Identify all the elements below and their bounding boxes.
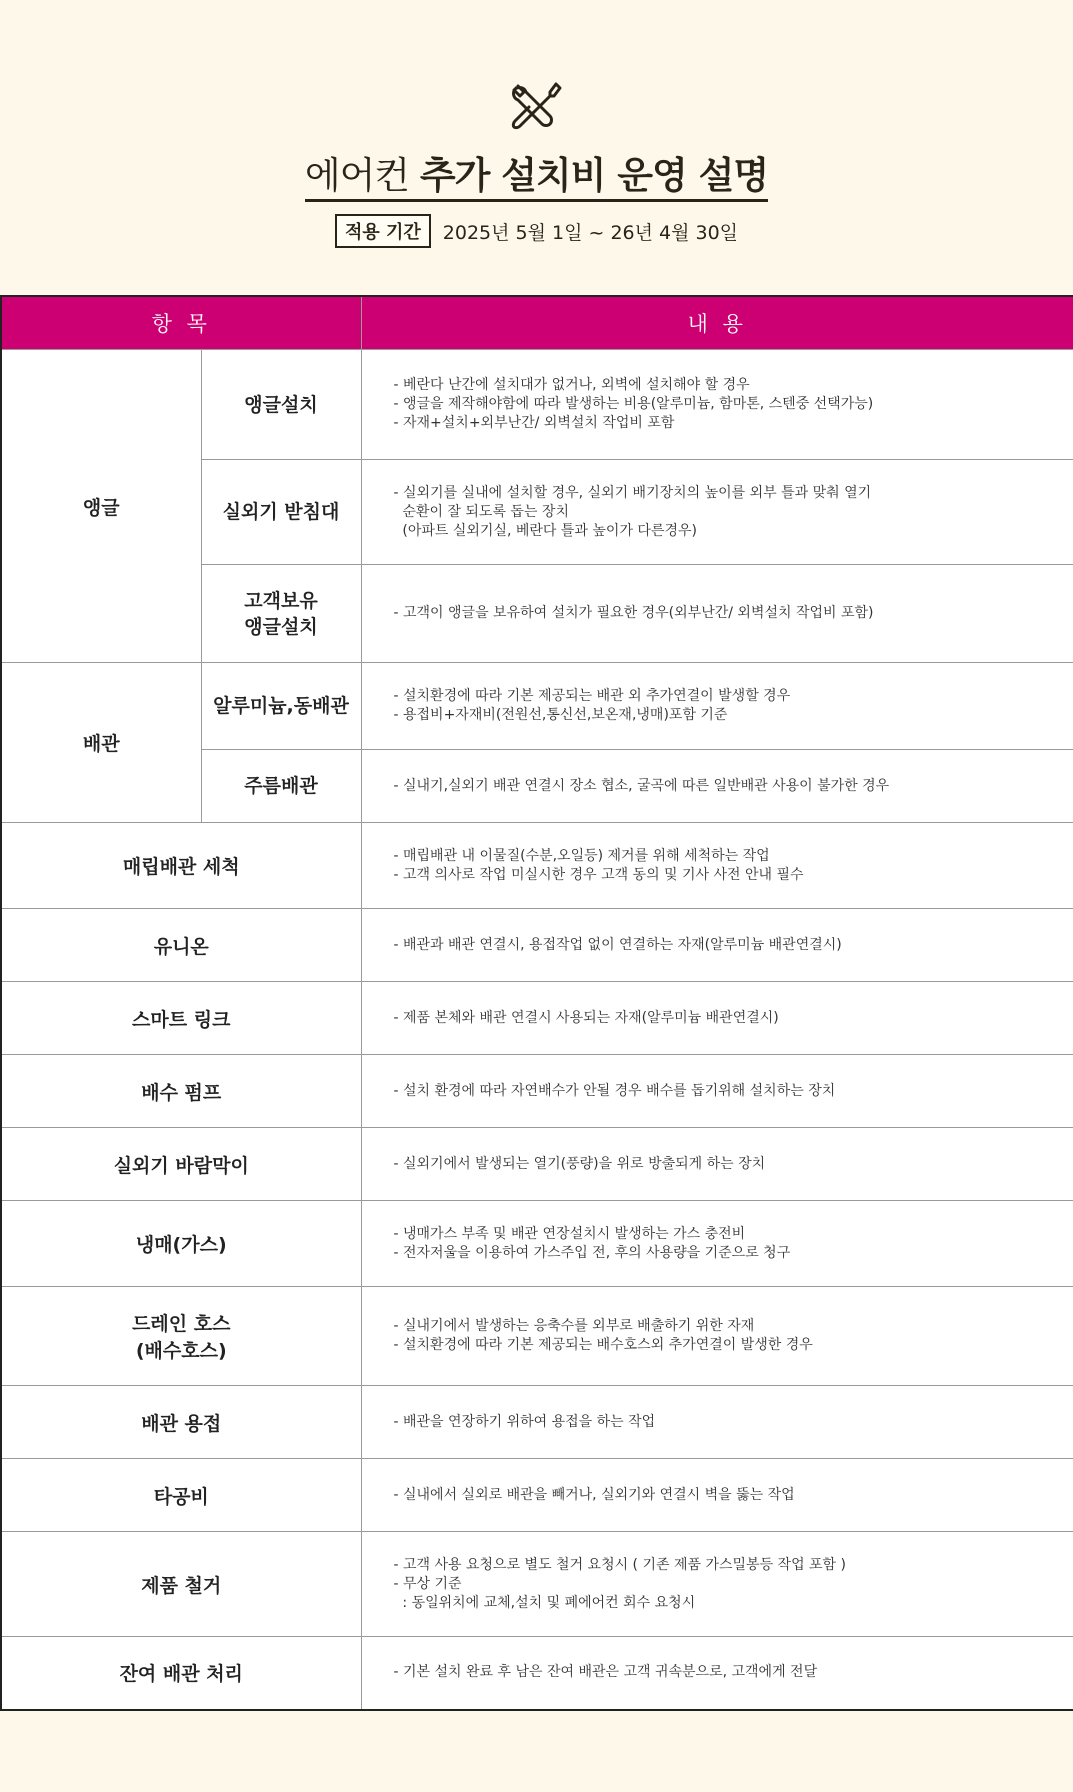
table-row [1,1459,1073,1532]
page-header [0,0,1073,295]
table-row [1,1532,1073,1637]
item-label: 실외기 받침대 [201,460,361,565]
description-line: - 설치환경에 따라 기본 제공되는 배관 외 추가연결이 발생할 경우 [393,688,791,704]
description-line: - 용접비+자재비(전원선,통신선,보온재,냉매)포함 기준 [393,707,728,723]
item-label: 타공비 [1,1459,361,1532]
item-label: 주름배관 [201,750,361,823]
item-description [361,750,1073,823]
period-row [0,214,1073,248]
description-line: - 실외기에서 발생되는 열기(풍량)을 위로 방출되게 하는 장치 [393,1155,766,1172]
table-row [1,1287,1073,1386]
item-description [361,663,1073,750]
item-label: 유니온 [1,909,361,982]
item-description [361,1532,1073,1637]
description-line: : 동일위치에 교체,설치 및 폐에어컨 회수 요청시 [393,1594,696,1611]
description-line: - 실내에서 실외로 배관을 빼거나, 실외기와 연결시 벽을 뚫는 작업 [393,1486,795,1503]
description-line: - 고객 사용 요청으로 별도 철거 요청시 ( 기존 제품 가스밀봉등 작업 포함 ) [393,1556,846,1573]
item-description [361,982,1073,1055]
item-label: 드레인 호스 (배수호스) [1,1287,361,1386]
table-header-row [1,296,1073,350]
item-description [361,1287,1073,1386]
description-line: - 매립배관 내 이물질(수분,오일등) 제거를 위해 세척하는 작업 [393,847,770,864]
description-line: - 배관을 연장하기 위하여 용접을 하는 작업 [393,1413,656,1430]
item-label: 실외기 바람막이 [1,1128,361,1201]
description-line: - 고객이 앵글을 보유하여 설치가 필요한 경우(외부난간/ 외벽설치 작업비 포함) [393,605,874,621]
item-description [361,1459,1073,1532]
page-title [0,145,1073,199]
description-line: - 실내기,실외기 배관 연결시 장소 협소, 굴곡에 따른 일반배관 사용이 불가한 경우 [393,777,890,794]
period-value: 2025년 5월 1일 ~ 26년 4월 30일 [442,221,739,244]
item-description [361,909,1073,982]
group-pipe: 배관 [1,663,201,823]
item-description [361,1201,1073,1287]
table-row [1,1637,1073,1710]
table-row [1,1201,1073,1287]
description-line: - 기본 설치 완료 후 남은 잔여 배관은 고객 귀속분으로, 고객에게 전달 [393,1664,818,1681]
item-description [361,1386,1073,1459]
item-label: 알루미늄,동배관 [201,663,361,750]
description-line: 순환이 잘 되도록 돕는 장치 [393,503,569,520]
wrench-screwdriver-icon [508,78,564,134]
table-row [1,909,1073,982]
table-row [1,823,1073,909]
table-row [1,663,1073,750]
table-row [1,1055,1073,1128]
item-label: 배관 용접 [1,1386,361,1459]
description-line: (아파트 실외기실, 베란다 틀과 높이가 다른경우) [393,522,697,539]
item-label: 고객보유 앵글설치 [201,565,361,663]
description-line: - 무상 기준 [393,1575,462,1592]
item-description [361,565,1073,663]
item-description [361,1637,1073,1710]
item-description [361,460,1073,565]
table-row [1,982,1073,1055]
description-line: - 앵글을 제작해야함에 따라 발생하는 비용(알루미늄, 함마톤, 스텐중 선택가능) [393,396,874,412]
item-description [361,1128,1073,1201]
item-description [361,350,1073,460]
item-description [361,1055,1073,1128]
description-line: - 실내기에서 발생하는 응축수를 외부로 배출하기 위한 자재 [393,1318,755,1334]
title-bold: 추가 설치비 운영 설명 [419,154,769,197]
period-label: 적용 기간 [335,214,431,248]
item-label: 스마트 링크 [1,982,361,1055]
header-item: 항 목 [1,296,361,350]
item-label: 제품 철거 [1,1532,361,1637]
description-line: - 실외기를 실내에 설치할 경우, 실외기 배기장치의 높이를 외부 틀과 맞춰 열기 [393,484,872,501]
item-description [361,823,1073,909]
item-label: 앵글설치 [201,350,361,460]
description-line: - 자재+설치+외부난간/ 외벽설치 작업비 포함 [393,415,675,431]
header-content: 내 용 [361,296,1073,350]
group-angle: 앵글 [1,350,201,663]
description-line: - 제품 본체와 배관 연결시 사용되는 자재(알루미늄 배관연결시) [393,1009,779,1026]
description-line: - 냉매가스 부족 및 배관 연장설치시 발생하는 가스 충전비 [393,1225,746,1242]
table-row [1,350,1073,460]
description-line: - 배관과 배관 연결시, 용접작업 없이 연결하는 자재(알루미늄 배관연결시) [393,936,842,953]
table-row [1,1128,1073,1201]
title-light: 에어컨 [304,154,410,197]
item-label: 배수 펌프 [1,1055,361,1128]
description-line: - 설치 환경에 따라 자연배수가 안될 경우 배수를 돕기위해 설치하는 장치 [393,1082,836,1099]
item-label: 매립배관 세척 [1,823,361,909]
item-label: 잔여 배관 처리 [1,1637,361,1710]
table-row [1,1386,1073,1459]
fee-table [0,295,1073,1711]
description-line: - 고객 의사로 작업 미실시한 경우 고객 동의 및 기사 사전 안내 필수 [393,866,804,883]
description-line: - 전자저울을 이용하여 가스주입 전, 후의 사용량을 기준으로 청구 [393,1244,791,1261]
description-line: - 베란다 난간에 설치대가 없거나, 외벽에 설치해야 할 경우 [393,377,750,393]
item-label: 냉매(가스) [1,1201,361,1287]
description-line: - 설치환경에 따라 기본 제공되는 배수호스외 추가연결이 발생한 경우 [393,1337,813,1353]
